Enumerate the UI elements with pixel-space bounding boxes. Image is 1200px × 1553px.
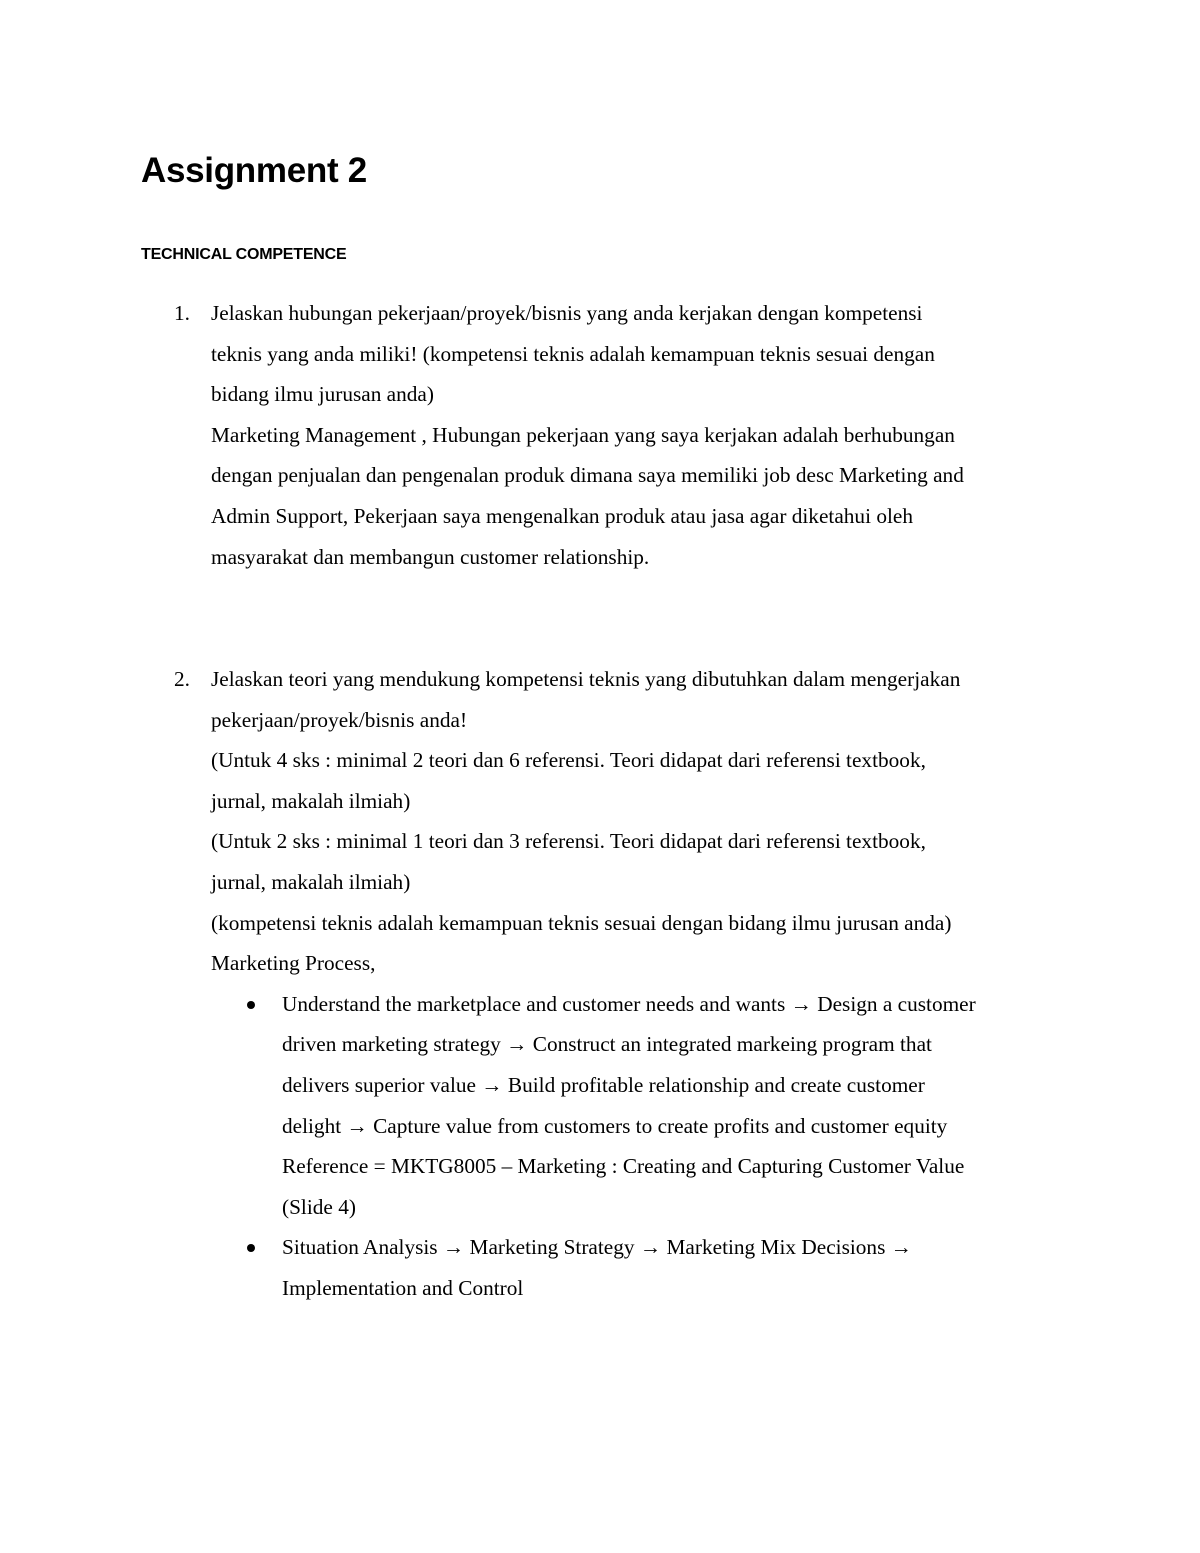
bullet-reference-line: Reference = MKTG8005 – Marketing : Creating and Capturing Customer Value	[282, 1154, 965, 1179]
bullet-line: Understand the marketplace and customer needs and wants → Design a customer	[282, 991, 976, 1016]
question-number: 2.	[174, 667, 190, 691]
question-2	[174, 659, 1071, 1309]
question-2-line: (Untuk 4 sks : minimal 2 teori dan 6 referensi. Teori didapat dari referensi textbook,	[211, 748, 926, 773]
question-2-line: (kompetensi teknis adalah kemampuan teknis sesuai dengan bidang ilmu jurusan anda)	[211, 910, 952, 935]
question-2-line: jurnal, makalah ilmiah)	[211, 788, 411, 813]
bullet-item	[211, 984, 1071, 1228]
bullet-dot-icon	[247, 1001, 255, 1009]
document-title: Assignment 2	[141, 151, 367, 190]
bullet-line: Implementation and Control	[282, 1275, 524, 1300]
bullet-list	[211, 984, 1071, 1309]
question-2-line: Jelaskan teori yang mendukung kompetensi teknis yang dibutuhkan dalam mengerjakan	[211, 667, 961, 691]
answer-1-line: Marketing Management , Hubungan pekerjaan yang saya kerjakan adalah berhubungan	[211, 422, 955, 447]
question-2-line: (Untuk 2 sks : minimal 1 teori dan 3 referensi. Teori didapat dari referensi textbook,	[211, 829, 926, 854]
question-1-line: bidang ilmu jurusan anda)	[211, 382, 434, 407]
question-1-line: teknis yang anda miliki! (kompetensi teknis adalah kemampuan teknis sesuai dengan	[211, 341, 935, 366]
section-heading: TECHNICAL COMPETENCE	[141, 246, 347, 263]
bullet-item	[211, 1227, 1071, 1308]
answer-1-line: masyarakat dan membangun customer relationship.	[211, 544, 650, 569]
answer-2-line: Marketing Process,	[211, 951, 376, 976]
bullet-line: delight → Capture value from customers to create profits and customer equity	[282, 1113, 948, 1138]
question-number: 1.	[174, 301, 190, 325]
bullet-line: Situation Analysis → Marketing Strategy → Marketing Mix Decisions →	[282, 1235, 912, 1260]
question-2-line: pekerjaan/proyek/bisnis anda!	[211, 707, 468, 732]
bullet-dot-icon	[247, 1244, 255, 1252]
question-1	[174, 293, 1071, 577]
answer-1-line: Admin Support, Pekerjaan saya mengenalkan produk atau jasa agar diketahui oleh	[211, 503, 913, 528]
question-1-line: Jelaskan hubungan pekerjaan/proyek/bisnis yang anda kerjakan dengan kompetensi	[211, 301, 923, 325]
bullet-reference-line: (Slide 4)	[282, 1194, 356, 1219]
answer-1-line: dengan penjualan dan pengenalan produk dimana saya memiliki job desc Marketing and	[211, 463, 964, 488]
bullet-line: driven marketing strategy → Construct an integrated markeing program that	[282, 1032, 932, 1057]
question-2-line: jurnal, makalah ilmiah)	[211, 869, 411, 894]
bullet-line: delivers superior value → Build profitable relationship and create customer	[282, 1072, 925, 1097]
